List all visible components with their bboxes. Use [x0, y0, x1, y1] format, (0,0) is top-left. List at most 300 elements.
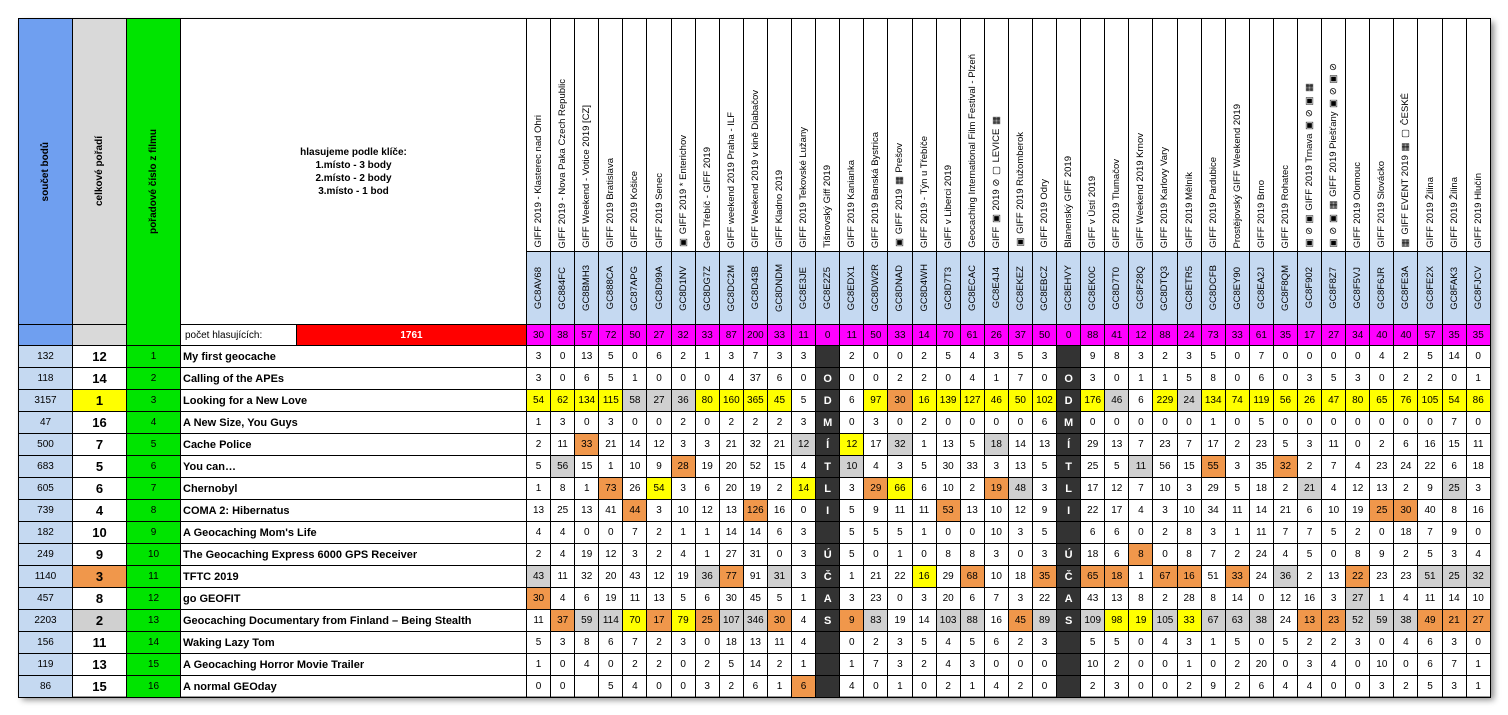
event-name: GIFF v Ústí 2019: [1087, 175, 1099, 248]
event-voter-count: 70: [936, 325, 960, 346]
event-score-cell: 10: [671, 500, 695, 522]
film-row: [19, 654, 1491, 676]
event-voter-count: 72: [599, 325, 623, 346]
film-overall-rank: 5: [73, 456, 127, 478]
event-code-cell: [647, 252, 671, 325]
event-score-cell: 16: [1466, 500, 1490, 522]
event-score-cell: 68: [960, 566, 984, 588]
event-score-cell: 0: [1273, 346, 1297, 368]
film-number: 2: [127, 368, 181, 390]
event-score-cell: 0: [1370, 368, 1394, 390]
event-score-cell: 6: [1418, 632, 1442, 654]
event-voter-count: 0: [816, 325, 840, 346]
event-score-cell: 109: [1081, 610, 1105, 632]
event-score-cell: 2: [912, 412, 936, 434]
event-score-cell: 4: [1346, 456, 1370, 478]
event-score-cell: 11: [551, 566, 575, 588]
event-name: GIFF 2019 Banská Bystrica: [870, 131, 882, 248]
cancelled-event-cell: [816, 522, 840, 544]
cancelled-event-cell: T: [1057, 456, 1081, 478]
event-score-cell: 3: [888, 456, 912, 478]
event-score-cell: 49: [1418, 610, 1442, 632]
event-name-cell: [695, 19, 719, 252]
cancelled-event-cell: A: [1057, 588, 1081, 610]
event-score-cell: 4: [936, 632, 960, 654]
event-voter-count: 50: [864, 325, 888, 346]
event-code-cell: [1249, 252, 1273, 325]
event-score-cell: 126: [743, 500, 767, 522]
event-score-cell: 1: [792, 654, 816, 676]
event-name-cell: [864, 19, 888, 252]
event-score-cell: 2: [1394, 368, 1418, 390]
event-score-cell: 51: [1418, 566, 1442, 588]
event-score-cell: 0: [1153, 676, 1177, 698]
event-score-cell: 0: [1225, 346, 1249, 368]
event-score-cell: 6: [767, 522, 791, 544]
event-score-cell: 2: [647, 654, 671, 676]
event-score-cell: 2: [1394, 346, 1418, 368]
event-score-cell: 12: [1346, 478, 1370, 500]
event-score-cell: 2: [527, 434, 551, 456]
event-score-cell: 1: [1201, 632, 1225, 654]
event-score-cell: 2: [1177, 676, 1201, 698]
event-score-cell: 0: [1249, 588, 1273, 610]
event-name-cell: [1298, 19, 1322, 252]
event-code-cell: [695, 252, 719, 325]
event-code: GC8FE2X: [1424, 266, 1436, 310]
event-voter-count: 27: [1322, 325, 1346, 346]
event-score-cell: 1: [575, 478, 599, 500]
event-code-cell: [840, 252, 864, 325]
event-score-cell: 4: [1322, 654, 1346, 676]
event-score-cell: 2: [1273, 478, 1297, 500]
event-score-cell: 5: [1298, 544, 1322, 566]
event-score-cell: 27: [1466, 610, 1490, 632]
event-score-cell: 29: [1201, 478, 1225, 500]
event-score-cell: 2: [647, 544, 671, 566]
event-score-cell: 0: [936, 368, 960, 390]
event-score-cell: 5: [1225, 632, 1249, 654]
event-code-cell: [936, 252, 960, 325]
event-name-cell: [575, 19, 599, 252]
cancelled-event-cell: [1057, 346, 1081, 368]
event-score-cell: 4: [792, 456, 816, 478]
event-score-cell: 0: [1466, 522, 1490, 544]
event-score-cell: 23: [1249, 434, 1273, 456]
event-score-cell: 3: [1153, 500, 1177, 522]
film-row: [19, 368, 1491, 390]
event-score-cell: 29: [1081, 434, 1105, 456]
event-score-cell: 22: [1081, 500, 1105, 522]
event-code-cell: [1370, 252, 1394, 325]
event-score-cell: 32: [575, 566, 599, 588]
event-score-cell: 4: [1153, 632, 1177, 654]
event-code: GC8E3JE: [798, 266, 810, 310]
event-score-cell: 0: [1394, 412, 1418, 434]
film-total-points: 2203: [19, 610, 73, 632]
event-score-cell: 14: [912, 610, 936, 632]
event-score-cell: 0: [960, 412, 984, 434]
event-score-cell: 0: [864, 676, 888, 698]
cancelled-event-cell: Ú: [816, 544, 840, 566]
event-voter-count: 41: [1105, 325, 1129, 346]
event-score-cell: 7: [1273, 522, 1297, 544]
event-score-cell: 2: [840, 346, 864, 368]
event-score-cell: 0: [912, 676, 936, 698]
event-score-cell: 3: [1225, 456, 1249, 478]
event-score-cell: 24: [1177, 390, 1201, 412]
event-score-cell: 0: [1032, 654, 1056, 676]
event-code-cell: [1442, 252, 1466, 325]
cancelled-event-cell: [816, 676, 840, 698]
event-code: GC8FJCV: [1472, 266, 1484, 310]
event-score-cell: 36: [671, 390, 695, 412]
event-score-cell: 2: [912, 368, 936, 390]
cancelled-event-cell: I: [1057, 500, 1081, 522]
event-score-cell: 11: [888, 500, 912, 522]
event-code-cell: [1177, 252, 1201, 325]
event-score-cell: 14: [1008, 434, 1032, 456]
event-score-cell: 114: [599, 610, 623, 632]
event-score-cell: 1: [1129, 368, 1153, 390]
film-title: Cache Police: [181, 434, 527, 456]
event-score-cell: 0: [1346, 654, 1370, 676]
event-name: GIFF 2019 Košice: [629, 171, 641, 248]
event-score-cell: 1: [599, 456, 623, 478]
event-score-cell: 28: [671, 456, 695, 478]
cancelled-event-cell: T: [816, 456, 840, 478]
film-row: [19, 588, 1491, 610]
event-score-cell: 73: [599, 478, 623, 500]
film-total-points: 86: [19, 676, 73, 698]
event-score-cell: 5: [1273, 632, 1297, 654]
event-score-cell: 4: [864, 456, 888, 478]
event-score-cell: 5: [912, 632, 936, 654]
event-score-cell: 3: [1008, 522, 1032, 544]
event-code: GC8D43B: [749, 266, 761, 310]
event-score-cell: 8: [1177, 522, 1201, 544]
event-score-cell: 2: [936, 676, 960, 698]
event-score-cell: 5: [792, 390, 816, 412]
event-score-cell: 18: [719, 632, 743, 654]
film-number: 13: [127, 610, 181, 632]
event-score-cell: 3: [551, 412, 575, 434]
film-row: [19, 676, 1491, 698]
event-score-cell: 4: [1466, 544, 1490, 566]
event-score-cell: 54: [647, 478, 671, 500]
event-score-cell: 11: [1225, 500, 1249, 522]
film-overall-rank: 2: [73, 610, 127, 632]
event-score-cell: 3: [1032, 478, 1056, 500]
event-score-cell: 2: [960, 478, 984, 500]
film-total-points: 182: [19, 522, 73, 544]
event-score-cell: 229: [1153, 390, 1177, 412]
event-score-cell: 2: [647, 632, 671, 654]
event-score-cell: 3: [647, 500, 671, 522]
event-score-cell: 103: [936, 610, 960, 632]
event-score-cell: 40: [1418, 500, 1442, 522]
event-code-cell: [984, 252, 1008, 325]
event-name-cell: [671, 19, 695, 252]
event-score-cell: 3: [1177, 632, 1201, 654]
overall-rank-header-blank: [73, 325, 127, 346]
event-score-cell: 3: [1442, 632, 1466, 654]
event-name-cell: [1153, 19, 1177, 252]
event-score-cell: 0: [1249, 632, 1273, 654]
event-score-cell: 3: [1322, 588, 1346, 610]
event-score-cell: 4: [551, 588, 575, 610]
event-score-cell: 0: [1346, 676, 1370, 698]
event-score-cell: 5: [1105, 632, 1129, 654]
event-score-cell: 16: [1418, 434, 1442, 456]
event-score-cell: 21: [1273, 500, 1297, 522]
event-voter-count: 30: [527, 325, 551, 346]
event-score-cell: 12: [1273, 588, 1297, 610]
event-voter-count: 88: [1081, 325, 1105, 346]
event-score-cell: 74: [1225, 390, 1249, 412]
event-score-cell: 0: [1370, 632, 1394, 654]
event-code: GC8F5VJ: [1352, 267, 1364, 309]
event-name-cell: [599, 19, 623, 252]
film-number: 8: [127, 500, 181, 522]
event-score-cell: 1: [984, 368, 1008, 390]
event-score-cell: 3: [984, 456, 1008, 478]
film-overall-rank: 15: [73, 676, 127, 698]
film-number: 4: [127, 412, 181, 434]
event-name: ▣ ⊘ ▣ ▦ GIFF 2019 Piešťany ▣ ⊘ ▣ ⊘: [1328, 62, 1340, 248]
event-score-cell: 32: [743, 434, 767, 456]
event-score-cell: 2: [1008, 676, 1032, 698]
event-score-cell: 5: [1249, 412, 1273, 434]
event-code: GC8EHVY: [1063, 265, 1075, 311]
event-score-cell: 5: [840, 522, 864, 544]
event-code: GC888CA: [605, 266, 617, 310]
event-score-cell: 37: [551, 610, 575, 632]
event-score-cell: 3: [792, 346, 816, 368]
event-score-cell: 10: [1081, 654, 1105, 676]
event-score-cell: 3: [864, 412, 888, 434]
event-score-cell: 7: [623, 522, 647, 544]
event-name: GIFF 2019 - Týn u Třebíče: [918, 135, 930, 248]
event-score-cell: 0: [575, 522, 599, 544]
event-name: GIFF 2019 Mělník: [1183, 171, 1195, 248]
event-score-cell: 2: [1394, 676, 1418, 698]
event-score-cell: 6: [575, 368, 599, 390]
film-overall-rank: 3: [73, 566, 127, 588]
event-name-cell: [960, 19, 984, 252]
event-score-cell: 27: [1346, 588, 1370, 610]
event-score-cell: 10: [840, 456, 864, 478]
event-score-cell: 2: [767, 478, 791, 500]
event-score-cell: 10: [984, 566, 1008, 588]
event-score-cell: 3: [671, 434, 695, 456]
event-score-cell: 22: [888, 566, 912, 588]
event-score-cell: 43: [527, 566, 551, 588]
event-score-cell: 0: [527, 676, 551, 698]
event-score-cell: 105: [1418, 390, 1442, 412]
event-name-cell: [1466, 19, 1490, 252]
event-score-cell: 37: [743, 368, 767, 390]
cancelled-event-cell: L: [816, 478, 840, 500]
event-code: GC8EK0C: [1087, 265, 1099, 311]
event-score-cell: 6: [1105, 522, 1129, 544]
event-score-cell: 4: [1273, 676, 1297, 698]
event-name-cell: [551, 19, 575, 252]
film-row: [19, 566, 1491, 588]
event-score-cell: 0: [647, 676, 671, 698]
event-score-cell: 2: [1225, 434, 1249, 456]
event-code-cell: [888, 252, 912, 325]
event-code-cell: [1129, 252, 1153, 325]
event-score-cell: 6: [1032, 412, 1056, 434]
event-score-cell: 0: [1322, 544, 1346, 566]
event-score-cell: 5: [1008, 346, 1032, 368]
event-score-cell: 3: [1105, 676, 1129, 698]
event-name-cell: [1032, 19, 1056, 252]
event-score-cell: 2: [1008, 632, 1032, 654]
event-score-cell: 6: [840, 390, 864, 412]
event-score-cell: 127: [960, 390, 984, 412]
event-score-cell: 24: [1249, 566, 1273, 588]
film-title: Calling of the APEs: [181, 368, 527, 390]
event-score-cell: 88: [960, 610, 984, 632]
event-score-cell: 1: [767, 676, 791, 698]
event-score-cell: 13: [1322, 566, 1346, 588]
event-score-cell: 1: [1129, 566, 1153, 588]
event-score-cell: 1: [527, 654, 551, 676]
event-score-cell: 3: [792, 566, 816, 588]
event-score-cell: 6: [1442, 456, 1466, 478]
event-score-cell: 15: [575, 456, 599, 478]
event-name-cell: [1249, 19, 1273, 252]
event-score-cell: 3: [527, 346, 551, 368]
event-score-cell: 0: [1129, 522, 1153, 544]
event-score-cell: 2: [1153, 522, 1177, 544]
event-score-cell: 0: [1322, 676, 1346, 698]
event-name-cell: [888, 19, 912, 252]
event-score-cell: 1: [960, 676, 984, 698]
event-score-cell: 9: [1442, 522, 1466, 544]
event-name: GIFF Weekend - Votice 2019 [CZ]: [581, 105, 593, 248]
event-score-cell: 3: [1032, 346, 1056, 368]
film-overall-rank: 6: [73, 478, 127, 500]
event-name: GIFF 2019 Tlumačov: [1111, 158, 1123, 248]
event-score-cell: 10: [1153, 478, 1177, 500]
event-name-cell: [1129, 19, 1153, 252]
event-score-cell: 2: [864, 632, 888, 654]
event-code-cell: [623, 252, 647, 325]
event-score-cell: 8: [960, 544, 984, 566]
event-score-cell: 7: [1442, 654, 1466, 676]
event-score-cell: 3: [792, 522, 816, 544]
event-score-cell: 6: [1298, 500, 1322, 522]
event-score-cell: 19: [695, 456, 719, 478]
cancelled-event-cell: Č: [816, 566, 840, 588]
event-score-cell: 1: [1201, 412, 1225, 434]
event-score-cell: 21: [599, 434, 623, 456]
event-name: ▣ GIFF 2019 * Enterichov: [677, 135, 689, 248]
event-score-cell: 9: [1370, 544, 1394, 566]
event-score-cell: 19: [984, 478, 1008, 500]
event-score-cell: 38: [1249, 610, 1273, 632]
event-code-cell: [527, 252, 551, 325]
event-score-cell: 4: [792, 610, 816, 632]
event-score-cell: 7: [1177, 434, 1201, 456]
event-score-cell: 70: [623, 610, 647, 632]
event-score-cell: 16: [1177, 566, 1201, 588]
event-score-cell: 0: [936, 522, 960, 544]
event-score-cell: 0: [888, 412, 912, 434]
cancelled-event-cell: [816, 632, 840, 654]
event-score-cell: 14: [1442, 588, 1466, 610]
event-score-cell: 8: [1201, 588, 1225, 610]
event-score-cell: 19: [1346, 500, 1370, 522]
event-score-cell: 119: [1249, 390, 1273, 412]
event-score-cell: 1: [1177, 654, 1201, 676]
event-score-cell: 26: [1298, 390, 1322, 412]
event-score-cell: 0: [1370, 412, 1394, 434]
event-score-cell: 4: [1394, 632, 1418, 654]
event-score-cell: 27: [719, 544, 743, 566]
event-score-cell: 8: [1177, 544, 1201, 566]
event-score-cell: 7: [1008, 368, 1032, 390]
event-score-cell: 36: [695, 566, 719, 588]
event-name: Geo Třebíč - GIFF 2019: [701, 146, 713, 248]
event-score-cell: 32: [888, 434, 912, 456]
event-name-cell: [1346, 19, 1370, 252]
event-score-cell: 23: [1370, 566, 1394, 588]
event-score-cell: 29: [936, 566, 960, 588]
event-name: GIFF 2019 Karlovy Vary: [1159, 146, 1171, 248]
event-code: GC8EY90: [1231, 266, 1243, 310]
event-score-cell: 0: [1225, 368, 1249, 390]
event-score-cell: 0: [840, 632, 864, 654]
event-score-cell: 2: [767, 654, 791, 676]
event-voter-count: 61: [960, 325, 984, 346]
event-score-cell: 13: [647, 588, 671, 610]
event-score-cell: 2: [1225, 654, 1249, 676]
event-score-cell: 54: [527, 390, 551, 412]
event-score-cell: 10: [936, 478, 960, 500]
event-score-cell: 8: [1105, 346, 1129, 368]
event-score-cell: 0: [1032, 368, 1056, 390]
sum-header-blank: [19, 325, 73, 346]
event-score-cell: 0: [623, 346, 647, 368]
event-score-cell: 4: [936, 654, 960, 676]
event-score-cell: 45: [1008, 610, 1032, 632]
event-voter-count: 73: [1201, 325, 1225, 346]
film-row: [19, 390, 1491, 412]
event-score-cell: 5: [599, 368, 623, 390]
film-total-points: 1140: [19, 566, 73, 588]
event-name: GIFF ▣ 2019 ⊘ ▢ LEVICE ▦: [990, 114, 1002, 248]
event-score-cell: 3: [984, 346, 1008, 368]
event-score-cell: 34: [1201, 500, 1225, 522]
event-code: GC8DNDM: [773, 263, 785, 313]
event-score-cell: 0: [1273, 654, 1297, 676]
event-score-cell: 4: [960, 368, 984, 390]
event-score-cell: 5: [1418, 676, 1442, 698]
cancelled-event-cell: O: [1057, 368, 1081, 390]
event-score-cell: 0: [551, 368, 575, 390]
event-score-cell: 0: [1129, 412, 1153, 434]
event-score-cell: 13: [936, 434, 960, 456]
event-name-row: [19, 19, 1491, 252]
event-code: GC8DTQ3: [1159, 265, 1171, 311]
event-score-cell: 176: [1081, 390, 1105, 412]
event-score-cell: 0: [936, 412, 960, 434]
event-voter-count: 57: [575, 325, 599, 346]
